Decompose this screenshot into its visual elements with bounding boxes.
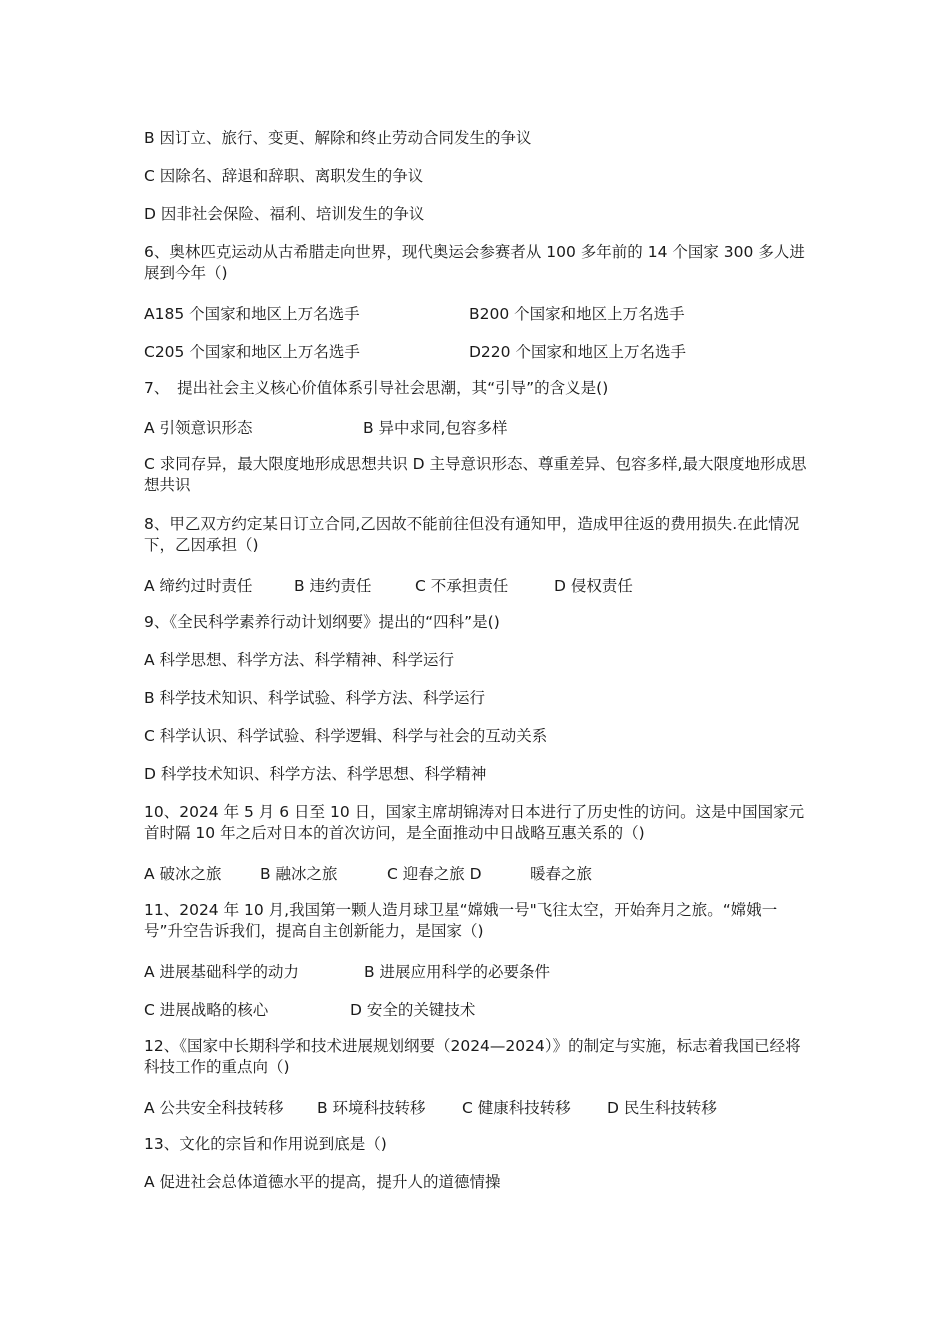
q11-option-d: D 安全的关键技术 bbox=[350, 1001, 476, 1019]
q11-option-b: B 进展应用科学的必要条件 bbox=[364, 963, 551, 981]
q12-stem: 12、《国家中长期科学和技术进展规划纲要（2024—2024）》的制定与实施，标志着我国已经将科技工作的重点向（) bbox=[144, 1037, 801, 1076]
q5-option-b: B 因订立、旅行、变更、解除和终止劳动合同发生的争议 bbox=[144, 129, 532, 147]
q10-option-c: C 迎春之旅 D bbox=[387, 865, 482, 883]
q10-option-a: A 破冰之旅 bbox=[144, 865, 222, 883]
q6-option-b: B200 个国家和地区上万名选手 bbox=[469, 305, 685, 323]
q6-option-d: D220 个国家和地区上万名选手 bbox=[469, 343, 686, 361]
q11-option-c: C 进展战略的核心 bbox=[144, 1001, 269, 1019]
q9-option-d: D 科学技术知识、科学方法、科学思想、科学精神 bbox=[144, 765, 487, 783]
q5-option-c: C 因除名、辞退和辞职、离职发生的争议 bbox=[144, 167, 424, 185]
q9-option-a: A 科学思想、科学方法、科学精神、科学运行 bbox=[144, 651, 455, 669]
q9-option-c: C 科学认识、科学试验、科学逻辑、科学与社会的互动关系 bbox=[144, 727, 548, 745]
q13-option-a: A 促进社会总体道德水平的提高，提升人的道德情操 bbox=[144, 1173, 501, 1191]
q10-option-b: B 融冰之旅 bbox=[260, 865, 338, 883]
q7-stem: 7、 提出社会主义核心价值体系引导社会思潮，其“引导”的含义是() bbox=[144, 379, 609, 397]
q11-stem: 11、2024 年 10 月,我国第一颗人造月球卫星“嫦娥一号"飞往太空，开始奔月之旅。“嫦娥一号”升空告诉我们，提高自主创新能力，是国家（) bbox=[144, 901, 778, 940]
q13-stem: 13、文化的宗旨和作用说到底是（) bbox=[144, 1135, 387, 1153]
q7-option-cd: C 求同存异，最大限度地形成思想共识 D 主导意识形态、尊重差异、包容多样,最大限度地形成思想共识 bbox=[144, 455, 807, 494]
q7-option-a: A 引领意识形态 bbox=[144, 419, 253, 437]
q8-option-b: B 违约责任 bbox=[294, 577, 372, 595]
q9-option-b: B 科学技术知识、科学试验、科学方法、科学运行 bbox=[144, 689, 486, 707]
q11-option-a: A 进展基础科学的动力 bbox=[144, 963, 300, 981]
q8-stem: 8、甲乙双方约定某日订立合同,乙因故不能前往但没有通知甲，造成甲往返的费用损失.在此情况下，乙因承担（) bbox=[144, 515, 800, 554]
q12-option-b: B 环境科技转移 bbox=[317, 1099, 426, 1117]
q8-option-d: D 侵权责任 bbox=[554, 577, 633, 595]
q10-stem: 10、2024 年 5 月 6 日至 10 日，国家主席胡锦涛对日本进行了历史性的访问。这是中国国家元首时隔 10 年之后对日本的首次访问，是全面推动中日战略互惠关系的（) bbox=[144, 803, 805, 842]
q6-stem: 6、奥林匹克运动从古希腊走向世界，现代奥运会参赛者从 100 多年前的 14 个国家 300 多人进展到今年（) bbox=[144, 243, 805, 282]
q12-option-c: C 健康科技转移 bbox=[462, 1099, 571, 1117]
q12-option-d: D 民生科技转移 bbox=[607, 1099, 717, 1117]
q8-option-c: C 不承担责任 bbox=[415, 577, 509, 595]
q5-option-d: D 因非社会保险、福利、培训发生的争议 bbox=[144, 205, 425, 223]
q9-stem: 9、《全民科学素养行动计划纲要》提出的“四科”是() bbox=[144, 613, 500, 631]
q8-option-a: A 缔约过时责任 bbox=[144, 577, 253, 595]
q10-option-d: 暖春之旅 bbox=[530, 865, 593, 883]
q6-option-c: C205 个国家和地区上万名选手 bbox=[144, 343, 360, 361]
q6-option-a: A185 个国家和地区上万名选手 bbox=[144, 305, 360, 323]
q7-option-b: B 异中求同,包容多样 bbox=[363, 419, 508, 437]
q12-option-a: A 公共安全科技转移 bbox=[144, 1099, 284, 1117]
